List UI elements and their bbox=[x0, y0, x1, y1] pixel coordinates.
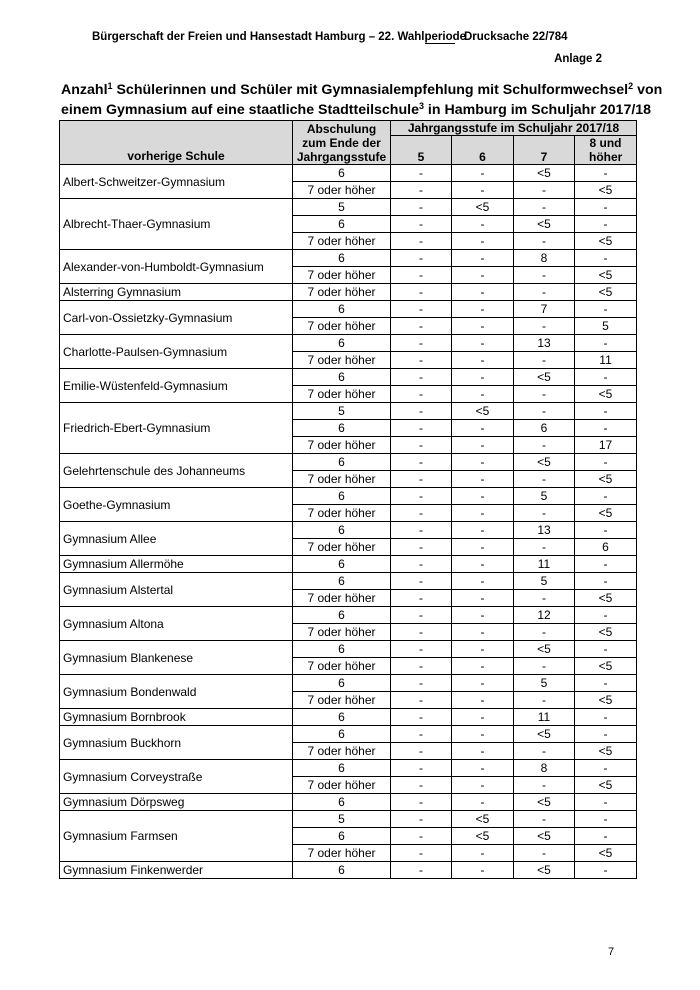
count-cell: - bbox=[391, 845, 452, 862]
abschulung-cell: 6 bbox=[293, 335, 391, 352]
count-cell: <5 bbox=[452, 403, 514, 420]
abschulung-cell: 7 oder höher bbox=[293, 182, 391, 199]
abschulung-cell: 6 bbox=[293, 760, 391, 777]
school-name-cell: Gymnasium Alstertal bbox=[60, 573, 293, 607]
count-cell: - bbox=[391, 352, 452, 369]
count-cell: - bbox=[575, 420, 637, 437]
column-header-7: 7 bbox=[514, 136, 575, 165]
count-cell: - bbox=[452, 301, 514, 318]
count-cell: - bbox=[514, 386, 575, 403]
count-cell: - bbox=[514, 437, 575, 454]
table-row bbox=[60, 199, 637, 216]
abschulung-cell: 7 oder höher bbox=[293, 624, 391, 641]
page-title bbox=[61, 80, 663, 120]
table-body bbox=[60, 165, 637, 879]
school-name-cell: Alsterring Gymnasium bbox=[60, 284, 293, 301]
count-cell: - bbox=[452, 505, 514, 522]
count-cell: - bbox=[391, 267, 452, 284]
table-row bbox=[60, 454, 637, 471]
school-name-cell: Gymnasium Buckhorn bbox=[60, 726, 293, 760]
count-cell: - bbox=[391, 284, 452, 301]
count-cell: - bbox=[452, 862, 514, 879]
count-cell: - bbox=[452, 335, 514, 352]
count-cell: 11 bbox=[514, 709, 575, 726]
table-row bbox=[60, 165, 637, 182]
count-cell: - bbox=[391, 811, 452, 828]
title-part: Schülerinnen und Schüler mit Gymnasialempfehlung mit Schulformwechsel bbox=[112, 82, 629, 98]
school-name-cell: Gymnasium Allee bbox=[60, 522, 293, 556]
count-cell: <5 bbox=[575, 471, 637, 488]
count-cell: <5 bbox=[452, 811, 514, 828]
count-cell: - bbox=[575, 335, 637, 352]
count-cell: - bbox=[391, 539, 452, 556]
abschulung-cell: 7 oder höher bbox=[293, 437, 391, 454]
footnote-ref: 2 bbox=[628, 81, 634, 91]
count-cell: - bbox=[391, 607, 452, 624]
count-cell: - bbox=[514, 182, 575, 199]
school-name-cell: Albrecht-Thaer-Gymnasium bbox=[60, 199, 293, 250]
count-cell: - bbox=[452, 352, 514, 369]
count-cell: - bbox=[391, 658, 452, 675]
count-cell: - bbox=[452, 284, 514, 301]
count-cell: <5 bbox=[452, 199, 514, 216]
school-name-cell: Friedrich-Ebert-Gymnasium bbox=[60, 403, 293, 454]
count-cell: - bbox=[452, 522, 514, 539]
count-cell: <5 bbox=[575, 386, 637, 403]
abschulung-cell: 6 bbox=[293, 709, 391, 726]
count-cell: - bbox=[391, 522, 452, 539]
table-header bbox=[60, 121, 637, 165]
count-cell: - bbox=[575, 454, 637, 471]
count-cell: <5 bbox=[575, 845, 637, 862]
column-header-school: vorherige Schule bbox=[60, 121, 293, 165]
table-row bbox=[60, 862, 637, 879]
school-name-cell: Gymnasium Blankenese bbox=[60, 641, 293, 675]
count-cell: - bbox=[391, 318, 452, 335]
count-cell: - bbox=[391, 165, 452, 182]
count-cell: - bbox=[514, 590, 575, 607]
count-cell: - bbox=[452, 607, 514, 624]
abschulung-cell: 6 bbox=[293, 420, 391, 437]
table-row bbox=[60, 641, 637, 658]
count-cell: - bbox=[452, 794, 514, 811]
count-cell: - bbox=[575, 199, 637, 216]
count-cell: - bbox=[514, 539, 575, 556]
abschulung-cell: 7 oder höher bbox=[293, 267, 391, 284]
count-cell: - bbox=[391, 471, 452, 488]
abschulung-cell: 7 oder höher bbox=[293, 777, 391, 794]
abschulung-cell: 6 bbox=[293, 522, 391, 539]
count-cell: - bbox=[514, 267, 575, 284]
count-cell: - bbox=[575, 488, 637, 505]
count-cell: <5 bbox=[575, 267, 637, 284]
count-cell: - bbox=[391, 675, 452, 692]
count-cell: - bbox=[452, 216, 514, 233]
table-row bbox=[60, 369, 637, 386]
abschulung-cell: 6 bbox=[293, 607, 391, 624]
abschulung-cell: 6 bbox=[293, 488, 391, 505]
parliament-label: Bürgerschaft der Freien und Hansestadt Hamburg – 22. Wahlperiode bbox=[92, 31, 467, 43]
count-cell: - bbox=[514, 471, 575, 488]
footnote-ref: 3 bbox=[418, 101, 424, 111]
abschulung-cell: 6 bbox=[293, 301, 391, 318]
count-cell: - bbox=[391, 794, 452, 811]
table-row bbox=[60, 709, 637, 726]
count-cell: <5 bbox=[575, 284, 637, 301]
count-cell: - bbox=[452, 556, 514, 573]
count-cell: - bbox=[391, 556, 452, 573]
count-cell: - bbox=[575, 522, 637, 539]
abschulung-cell: 7 oder höher bbox=[293, 743, 391, 760]
count-cell: - bbox=[575, 675, 637, 692]
column-header-5: 5 bbox=[391, 136, 452, 165]
title-part: in Hamburg im Schuljahr 2017/18 bbox=[423, 102, 652, 118]
count-cell: <5 bbox=[514, 641, 575, 658]
table-row bbox=[60, 607, 637, 624]
count-cell: <5 bbox=[575, 590, 637, 607]
count-cell: - bbox=[452, 709, 514, 726]
table-row bbox=[60, 335, 637, 352]
count-cell: <5 bbox=[514, 828, 575, 845]
count-cell: 13 bbox=[514, 335, 575, 352]
count-cell: - bbox=[452, 471, 514, 488]
count-cell: <5 bbox=[575, 624, 637, 641]
count-cell: <5 bbox=[452, 828, 514, 845]
header-rule bbox=[425, 43, 455, 44]
count-cell: - bbox=[391, 590, 452, 607]
count-cell: 5 bbox=[514, 488, 575, 505]
count-cell: - bbox=[391, 386, 452, 403]
abschulung-cell: 7 oder höher bbox=[293, 471, 391, 488]
count-cell: <5 bbox=[575, 692, 637, 709]
count-cell: - bbox=[391, 743, 452, 760]
count-cell: <5 bbox=[575, 233, 637, 250]
count-cell: - bbox=[391, 777, 452, 794]
count-cell: - bbox=[575, 709, 637, 726]
count-cell: - bbox=[575, 760, 637, 777]
count-cell: - bbox=[452, 318, 514, 335]
count-cell: - bbox=[514, 743, 575, 760]
school-name-cell: Gymnasium Farmsen bbox=[60, 811, 293, 862]
count-cell: - bbox=[575, 301, 637, 318]
count-cell: - bbox=[452, 845, 514, 862]
count-cell: 11 bbox=[575, 352, 637, 369]
table-row bbox=[60, 284, 637, 301]
count-cell: - bbox=[391, 624, 452, 641]
count-cell: - bbox=[514, 403, 575, 420]
title-part: Anzahl bbox=[61, 82, 108, 98]
abschulung-cell: 7 oder höher bbox=[293, 505, 391, 522]
count-cell: - bbox=[514, 199, 575, 216]
count-cell: - bbox=[391, 828, 452, 845]
count-cell: <5 bbox=[514, 726, 575, 743]
count-cell: - bbox=[391, 862, 452, 879]
count-cell: - bbox=[391, 233, 452, 250]
count-cell: - bbox=[391, 454, 452, 471]
count-cell: - bbox=[575, 573, 637, 590]
count-cell: - bbox=[452, 488, 514, 505]
abschulung-cell: 6 bbox=[293, 573, 391, 590]
school-name-cell: Gymnasium Allermöhe bbox=[60, 556, 293, 573]
count-cell: - bbox=[514, 284, 575, 301]
count-cell: - bbox=[452, 267, 514, 284]
anlage-label: Anlage 2 bbox=[554, 53, 602, 65]
count-cell: - bbox=[452, 420, 514, 437]
count-cell: - bbox=[452, 675, 514, 692]
abschulung-cell: 6 bbox=[293, 556, 391, 573]
count-cell: - bbox=[452, 726, 514, 743]
count-cell: - bbox=[391, 437, 452, 454]
count-cell: - bbox=[514, 811, 575, 828]
count-cell: - bbox=[452, 743, 514, 760]
count-cell: - bbox=[391, 709, 452, 726]
table-row bbox=[60, 811, 637, 828]
count-cell: - bbox=[514, 845, 575, 862]
count-cell: - bbox=[514, 352, 575, 369]
school-name-cell: Gelehrtenschule des Johanneums bbox=[60, 454, 293, 488]
count-cell: - bbox=[391, 250, 452, 267]
count-cell: 13 bbox=[514, 522, 575, 539]
count-cell: - bbox=[391, 335, 452, 352]
count-cell: - bbox=[514, 624, 575, 641]
column-group-header: Jahrgangsstufe im Schuljahr 2017/18 bbox=[391, 121, 637, 136]
count-cell: - bbox=[514, 692, 575, 709]
school-name-cell: Goethe-Gymnasium bbox=[60, 488, 293, 522]
count-cell: - bbox=[575, 607, 637, 624]
school-name-cell: Gymnasium Corveystraße bbox=[60, 760, 293, 794]
table-row bbox=[60, 760, 637, 777]
count-cell: - bbox=[391, 505, 452, 522]
table-row bbox=[60, 301, 637, 318]
abschulung-cell: 6 bbox=[293, 454, 391, 471]
count-cell: - bbox=[452, 590, 514, 607]
abschulung-cell: 7 oder höher bbox=[293, 352, 391, 369]
count-cell: - bbox=[391, 403, 452, 420]
count-cell: - bbox=[575, 862, 637, 879]
abschulung-cell: 7 oder höher bbox=[293, 233, 391, 250]
count-cell: - bbox=[452, 658, 514, 675]
count-cell: - bbox=[452, 777, 514, 794]
table-row bbox=[60, 403, 637, 420]
abschulung-cell: 7 oder höher bbox=[293, 284, 391, 301]
table-row bbox=[60, 250, 637, 267]
count-cell: - bbox=[391, 301, 452, 318]
table-row bbox=[60, 726, 637, 743]
count-cell: <5 bbox=[514, 165, 575, 182]
count-cell: 6 bbox=[514, 420, 575, 437]
table-row bbox=[60, 556, 637, 573]
count-cell: <5 bbox=[514, 454, 575, 471]
count-cell: - bbox=[391, 641, 452, 658]
count-cell: <5 bbox=[514, 862, 575, 879]
abschulung-cell: 7 oder höher bbox=[293, 692, 391, 709]
table-row bbox=[60, 675, 637, 692]
count-cell: - bbox=[452, 539, 514, 556]
count-cell: 8 bbox=[514, 760, 575, 777]
count-cell: - bbox=[391, 182, 452, 199]
count-cell: 5 bbox=[514, 675, 575, 692]
count-cell: - bbox=[391, 216, 452, 233]
count-cell: - bbox=[575, 250, 637, 267]
abschulung-cell: 6 bbox=[293, 369, 391, 386]
abschulung-cell: 6 bbox=[293, 165, 391, 182]
count-cell: - bbox=[452, 641, 514, 658]
count-cell: <5 bbox=[575, 743, 637, 760]
abschulung-cell: 6 bbox=[293, 828, 391, 845]
abschulung-cell: 7 oder höher bbox=[293, 318, 391, 335]
count-cell: <5 bbox=[514, 216, 575, 233]
count-cell: - bbox=[452, 454, 514, 471]
count-cell: 6 bbox=[575, 539, 637, 556]
count-cell: - bbox=[514, 233, 575, 250]
count-cell: - bbox=[514, 318, 575, 335]
count-cell: - bbox=[514, 658, 575, 675]
table-row bbox=[60, 522, 637, 539]
count-cell: - bbox=[452, 760, 514, 777]
column-header-abschulung: Abschulung zum Ende der Jahrgangsstufe bbox=[293, 121, 391, 165]
count-cell: 7 bbox=[514, 301, 575, 318]
title-part: einem Gymnasium auf eine staatliche Stadtteilschule bbox=[61, 102, 419, 118]
count-cell: - bbox=[391, 726, 452, 743]
count-cell: - bbox=[391, 369, 452, 386]
table-row bbox=[60, 488, 637, 505]
count-cell: 8 bbox=[514, 250, 575, 267]
abschulung-cell: 6 bbox=[293, 641, 391, 658]
table-row bbox=[60, 794, 637, 811]
count-cell: - bbox=[452, 369, 514, 386]
abschulung-cell: 6 bbox=[293, 862, 391, 879]
school-name-cell: Gymnasium Altona bbox=[60, 607, 293, 641]
abschulung-cell: 6 bbox=[293, 794, 391, 811]
school-name-cell: Gymnasium Dörpsweg bbox=[60, 794, 293, 811]
count-cell: - bbox=[391, 199, 452, 216]
abschulung-cell: 6 bbox=[293, 726, 391, 743]
drucksache-label: Drucksache 22/784 bbox=[464, 31, 568, 43]
abschulung-cell: 7 oder höher bbox=[293, 539, 391, 556]
count-cell: - bbox=[575, 794, 637, 811]
abschulung-cell: 7 oder höher bbox=[293, 658, 391, 675]
count-cell: - bbox=[452, 386, 514, 403]
table-row bbox=[60, 573, 637, 590]
abschulung-cell: 7 oder höher bbox=[293, 590, 391, 607]
count-cell: - bbox=[391, 573, 452, 590]
count-cell: - bbox=[575, 216, 637, 233]
abschulung-cell: 7 oder höher bbox=[293, 845, 391, 862]
count-cell: <5 bbox=[575, 658, 637, 675]
count-cell: - bbox=[391, 420, 452, 437]
count-cell: - bbox=[514, 777, 575, 794]
school-name-cell: Gymnasium Finkenwerder bbox=[60, 862, 293, 879]
count-cell: <5 bbox=[514, 794, 575, 811]
count-cell: <5 bbox=[575, 777, 637, 794]
count-cell: - bbox=[575, 726, 637, 743]
count-cell: 12 bbox=[514, 607, 575, 624]
count-cell: 17 bbox=[575, 437, 637, 454]
title-part: von bbox=[633, 82, 663, 98]
count-cell: - bbox=[575, 369, 637, 386]
footnote-ref: 1 bbox=[107, 81, 113, 91]
count-cell: - bbox=[452, 692, 514, 709]
abschulung-cell: 7 oder höher bbox=[293, 386, 391, 403]
page-number: 7 bbox=[608, 946, 615, 958]
school-name-cell: Gymnasium Bondenwald bbox=[60, 675, 293, 709]
count-cell: - bbox=[575, 641, 637, 658]
count-cell: - bbox=[391, 760, 452, 777]
school-name-cell: Emilie-Wüstenfeld-Gymnasium bbox=[60, 369, 293, 403]
count-cell: - bbox=[575, 828, 637, 845]
abschulung-cell: 6 bbox=[293, 675, 391, 692]
count-cell: - bbox=[452, 437, 514, 454]
count-cell: - bbox=[452, 573, 514, 590]
count-cell: - bbox=[575, 165, 637, 182]
column-header-8: 8 und höher bbox=[575, 136, 637, 165]
abschulung-cell: 6 bbox=[293, 216, 391, 233]
count-cell: - bbox=[391, 692, 452, 709]
count-cell: - bbox=[452, 250, 514, 267]
count-cell: - bbox=[452, 624, 514, 641]
count-cell: - bbox=[575, 403, 637, 420]
school-name-cell: Charlotte-Paulsen-Gymnasium bbox=[60, 335, 293, 369]
school-name-cell: Alexander-von-Humboldt-Gymnasium bbox=[60, 250, 293, 284]
count-cell: - bbox=[575, 556, 637, 573]
count-cell: <5 bbox=[575, 505, 637, 522]
school-name-cell: Albert-Schweitzer-Gymnasium bbox=[60, 165, 293, 199]
count-cell: <5 bbox=[575, 182, 637, 199]
count-cell: - bbox=[452, 165, 514, 182]
abschulung-cell: 5 bbox=[293, 199, 391, 216]
count-cell: - bbox=[514, 505, 575, 522]
count-cell: 11 bbox=[514, 556, 575, 573]
count-cell: - bbox=[391, 488, 452, 505]
count-cell: - bbox=[452, 233, 514, 250]
abschulung-cell: 6 bbox=[293, 250, 391, 267]
count-cell: <5 bbox=[514, 369, 575, 386]
column-header-6: 6 bbox=[452, 136, 514, 165]
count-cell: 5 bbox=[514, 573, 575, 590]
school-name-cell: Carl-von-Ossietzky-Gymnasium bbox=[60, 301, 293, 335]
abschulung-cell: 5 bbox=[293, 403, 391, 420]
school-name-cell: Gymnasium Bornbrook bbox=[60, 709, 293, 726]
transfer-table bbox=[59, 120, 637, 879]
count-cell: 5 bbox=[575, 318, 637, 335]
count-cell: - bbox=[575, 811, 637, 828]
count-cell: - bbox=[452, 182, 514, 199]
abschulung-cell: 5 bbox=[293, 811, 391, 828]
